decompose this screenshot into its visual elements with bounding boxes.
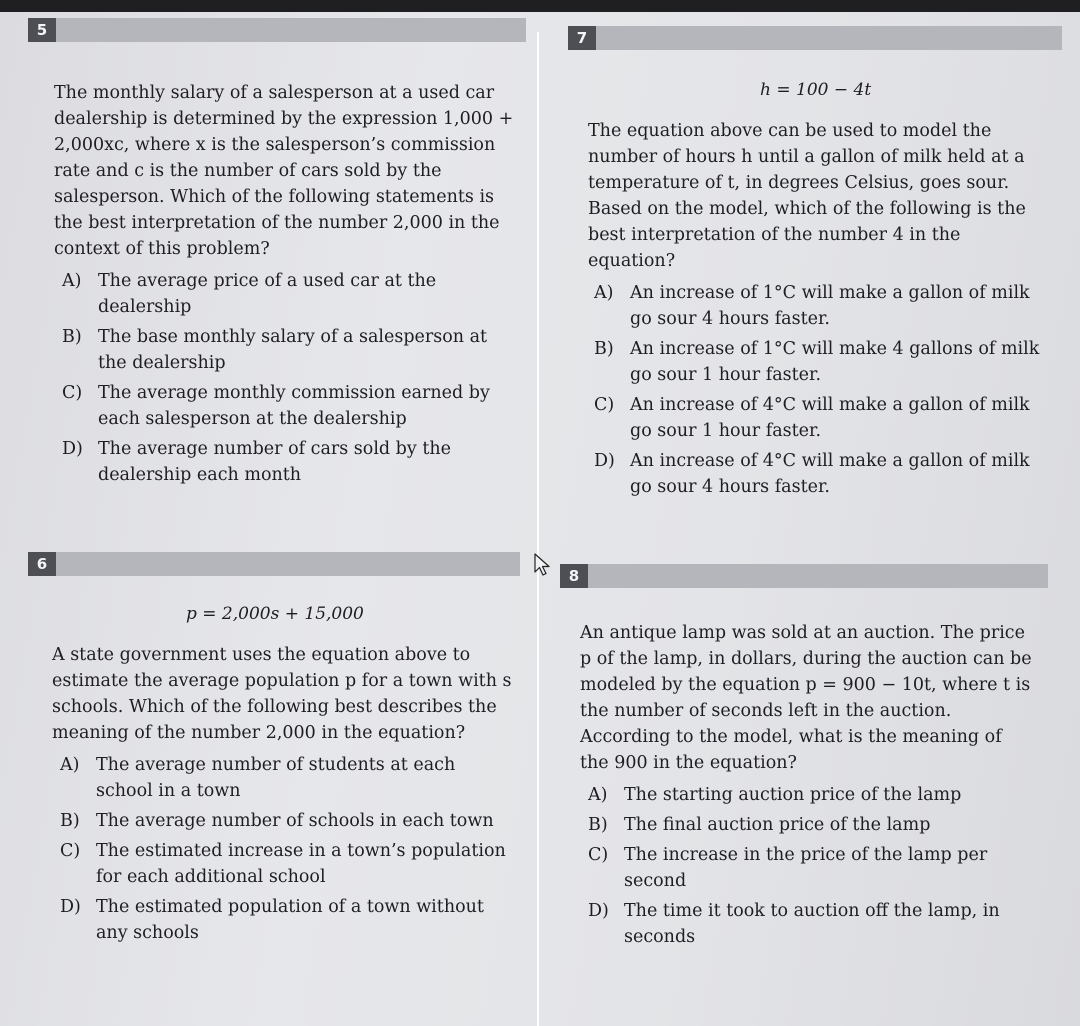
question-5-header-bar (28, 18, 526, 42)
option-letter: D) (62, 439, 83, 459)
option-text: The estimated increase in a town’s population for each additional school (96, 841, 506, 887)
option-letter: C) (60, 841, 81, 861)
question-7-number: 7 (568, 26, 596, 50)
option-8a[interactable] (588, 782, 1034, 808)
question-8 (580, 620, 1034, 950)
option-letter: A) (62, 271, 82, 291)
option-letter: D) (60, 897, 81, 917)
option-text: An increase of 4°C will make a gallon of milk go sour 1 hour faster. (630, 395, 1030, 441)
option-5d[interactable] (62, 436, 514, 488)
option-letter: D) (588, 901, 609, 921)
question-8-stem: An antique lamp was sold at an auction. The price p of the lamp, in dollars, during the auction can be modeled by the equation p = 900 − 10t, where t is the number of seconds left in the auction. According to the model, what is the meaning of the 900 in the equation? (580, 623, 1032, 773)
option-letter: B) (594, 339, 614, 359)
question-7 (588, 118, 1040, 500)
mouse-pointer-icon (534, 553, 552, 577)
option-letter: C) (588, 845, 609, 865)
option-5a[interactable] (62, 268, 514, 320)
option-7c[interactable] (594, 392, 1040, 444)
option-text: An increase of 4°C will make a gallon of milk go sour 4 hours faster. (630, 451, 1030, 497)
option-6c[interactable] (60, 838, 514, 890)
option-letter: C) (594, 395, 615, 415)
question-5-number: 5 (28, 18, 56, 42)
option-letter: C) (62, 383, 83, 403)
option-letter: B) (60, 811, 80, 831)
question-6-options (60, 752, 514, 946)
question-6-stem: A state government uses the equation above to estimate the average population p for a town with s schools. Which of the following best describes the meaning of the number 2,000 in the equation? (52, 645, 512, 743)
option-text: The starting auction price of the lamp (624, 785, 962, 805)
question-5 (54, 80, 514, 488)
option-text: An increase of 1°C will make a gallon of milk go sour 4 hours faster. (630, 283, 1030, 329)
column-divider (537, 32, 539, 1026)
option-8c[interactable] (588, 842, 1034, 894)
option-text: The increase in the price of the lamp per second (624, 845, 988, 891)
question-6-number: 6 (28, 552, 56, 576)
question-6-equation: p = 2,000s + 15,000 (186, 604, 364, 624)
question-7-header-bar (568, 26, 1062, 50)
question-8-options (588, 782, 1034, 950)
option-text: The average monthly commission earned by each salesperson at the dealership (98, 383, 490, 429)
question-6 (52, 642, 514, 946)
option-8b[interactable] (588, 812, 1034, 838)
option-letter: A) (594, 283, 614, 303)
option-letter: B) (62, 327, 82, 347)
question-5-options (62, 268, 514, 488)
worksheet-page (0, 12, 1080, 1026)
option-7a[interactable] (594, 280, 1040, 332)
option-7b[interactable] (594, 336, 1040, 388)
option-text: The final auction price of the lamp (624, 815, 931, 835)
question-7-equation: h = 100 − 4t (760, 80, 872, 100)
option-6a[interactable] (60, 752, 514, 804)
option-letter: A) (60, 755, 80, 775)
option-8d[interactable] (588, 898, 1034, 950)
option-text: An increase of 1°C will make 4 gallons of milk go sour 1 hour faster. (630, 339, 1040, 385)
question-7-options (594, 280, 1040, 500)
option-6b[interactable] (60, 808, 514, 834)
question-8-header-bar (560, 564, 1048, 588)
option-text: The average number of schools in each town (96, 811, 494, 831)
option-text: The estimated population of a town without any schools (96, 897, 484, 943)
option-letter: D) (594, 451, 615, 471)
option-letter: A) (588, 785, 608, 805)
question-7-stem: The equation above can be used to model the number of hours h until a gallon of milk held at a temperature of t, in degrees Celsius, goes sour. Based on the model, which of the following is the best interpretation of the number 4 in the equation? (588, 121, 1026, 271)
option-text: The average number of students at each school in a town (96, 755, 456, 801)
option-5c[interactable] (62, 380, 514, 432)
option-text: The average price of a used car at the dealership (98, 271, 437, 317)
option-6d[interactable] (60, 894, 514, 946)
question-5-stem: The monthly salary of a salesperson at a used car dealership is determined by the expression 1,000 + 2,000xc, where x is the salesperson’s commission rate and c is the number of cars sold by the salesperson. Which of the following statements is the best interpretation of the number 2,000 in the context of this problem? (54, 83, 514, 259)
option-text: The time it took to auction off the lamp, in seconds (624, 901, 1000, 947)
question-6-header-bar (28, 552, 520, 576)
option-text: The average number of cars sold by the dealership each month (98, 439, 451, 485)
option-5b[interactable] (62, 324, 514, 376)
option-text: The base monthly salary of a salesperson at the dealership (98, 327, 488, 373)
option-7d[interactable] (594, 448, 1040, 500)
option-letter: B) (588, 815, 608, 835)
question-8-number: 8 (560, 564, 588, 588)
